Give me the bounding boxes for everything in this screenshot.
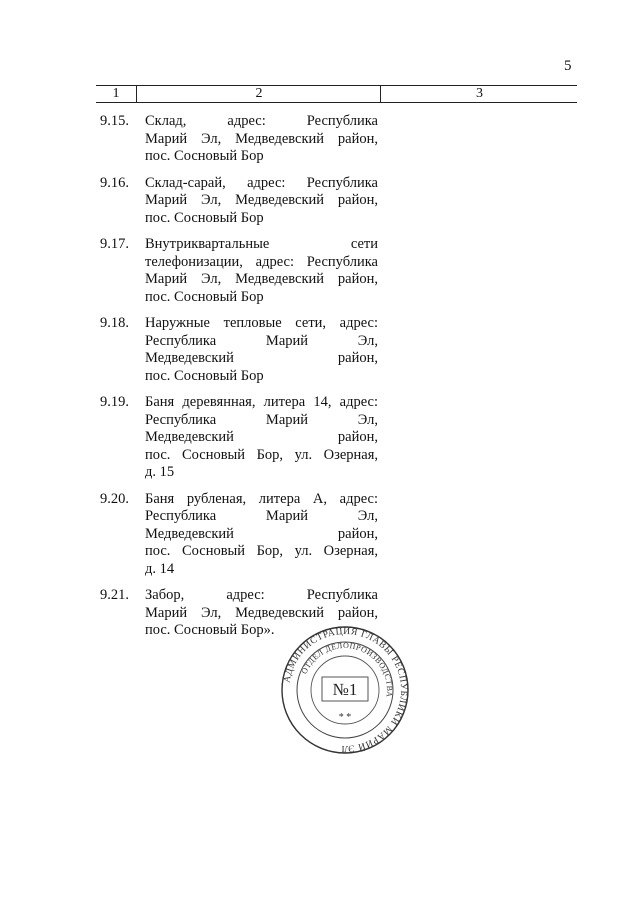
- item-text-line: Республика Марий Эл,: [145, 508, 378, 524]
- seal-center-number: №1: [332, 680, 358, 699]
- list-item: [0, 175, 640, 228]
- official-seal: [280, 625, 410, 755]
- item-number: 9.19.: [100, 394, 129, 410]
- item-text-line: Республика Марий Эл,: [145, 332, 378, 349]
- item-text-line: пос. Сосновый Бор: [145, 367, 264, 384]
- item-number: 9.21.: [100, 587, 129, 603]
- item-text-line: пос. Сосновый Бор, ул. Озерная,: [145, 446, 378, 463]
- item-text-line: Марий Эл, Медведевский район,: [145, 130, 378, 147]
- item-text-line: Внутриквартальные сети: [145, 236, 378, 252]
- item-number: 9.15.: [100, 113, 129, 129]
- column-3-header: 3: [380, 86, 578, 102]
- items-list: [0, 113, 640, 649]
- item-text-line: Баня деревянная, литера 14, адрес:: [145, 394, 378, 410]
- item-number: 9.20.: [100, 490, 129, 507]
- item-text-line: Забор, адрес: Республика: [145, 587, 378, 603]
- item-text-line: Марий Эл, Медведевский район,: [145, 192, 378, 208]
- column-1-header: 1: [112, 86, 120, 101]
- item-text: [145, 394, 378, 482]
- item-text: [145, 315, 378, 385]
- seal-stars: * *: [338, 712, 352, 723]
- item-text: [145, 175, 378, 228]
- list-item: [0, 113, 640, 166]
- item-text-line: Медведевский район,: [145, 525, 378, 542]
- page-number: 5: [564, 58, 572, 74]
- item-text-line: Склад-сарай, адрес: Республика: [145, 174, 378, 191]
- item-text: [145, 113, 378, 166]
- table-header: [96, 85, 577, 103]
- list-item: [0, 491, 640, 579]
- item-text-line: Склад, адрес: Республика: [145, 113, 378, 129]
- item-text-line: пос. Сосновый Бор: [145, 148, 264, 164]
- item-text: [145, 236, 378, 306]
- item-text-line: Республика Марий Эл,: [145, 411, 378, 428]
- list-item: [0, 394, 640, 482]
- list-item: [0, 315, 640, 385]
- seal-outer-text: АДМИНИСТРАЦИЯ ГЛАВЫ РЕСПУБЛИКИ МАРИЙ ЭЛ: [282, 626, 409, 754]
- item-text-line: д. 15: [145, 464, 175, 480]
- item-number: 9.16.: [100, 174, 129, 191]
- item-text-line: Медведевский район,: [145, 350, 378, 366]
- item-text-line: Медведевский район,: [145, 429, 378, 445]
- item-text-line: Баня рубленая, литера А, адрес:: [145, 490, 378, 507]
- list-item: [0, 236, 640, 306]
- item-text-line: Наружные тепловые сети, адрес:: [145, 315, 378, 331]
- item-text-line: пос. Сосновый Бор, ул. Озерная,: [145, 543, 378, 559]
- item-text-line: телефонизации, адрес: Республика: [145, 253, 378, 270]
- seal-inner-text: ОТДЕЛ ДЕЛОПРОИЗВОДСТВА: [299, 640, 395, 698]
- item-number: 9.17.: [100, 236, 129, 252]
- item-number: 9.18.: [100, 315, 129, 331]
- item-text-line: пос. Сосновый Бор».: [145, 622, 275, 638]
- item-text-line: Марий Эл, Медведевский район,: [145, 271, 378, 287]
- item-text-line: пос. Сосновый Бор: [145, 288, 264, 305]
- item-text-line: пос. Сосновый Бор: [145, 209, 264, 226]
- column-2-header: 2: [136, 86, 381, 102]
- item-text-line: д. 14: [145, 560, 175, 577]
- item-text-line: Марий Эл, Медведевский район,: [145, 604, 378, 621]
- item-text: [145, 491, 378, 579]
